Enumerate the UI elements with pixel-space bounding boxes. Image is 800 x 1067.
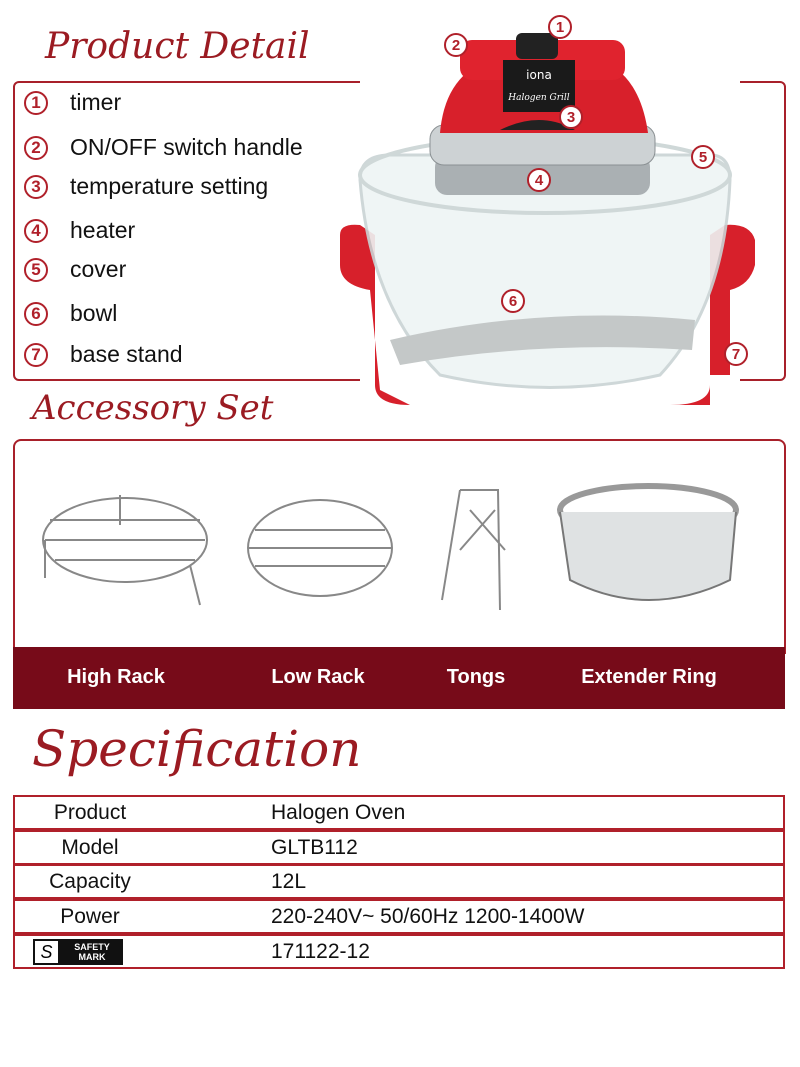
- number-badge: 7: [24, 343, 48, 367]
- svg-text:4: 4: [534, 172, 544, 189]
- timer-knob: [516, 33, 558, 59]
- safety-mark-icon: S: [35, 941, 58, 963]
- part-label: ON/OFF switch handle: [70, 134, 303, 160]
- product-detail-title: Product Detail: [45, 26, 310, 67]
- list-item: [24, 341, 183, 368]
- svg-text:3: 3: [566, 109, 576, 126]
- high-rack-image: [43, 495, 207, 605]
- svg-text:6: 6: [508, 293, 518, 310]
- list-item: [24, 300, 117, 327]
- number-badge: 5: [24, 258, 48, 282]
- part-label: bowl: [70, 300, 118, 326]
- oven-brand-label: iona: [526, 68, 552, 82]
- extender-ring-image: [560, 486, 736, 600]
- accessory-label-low-rack: Low Rack: [271, 666, 365, 688]
- table-row: [13, 864, 785, 899]
- svg-text:5: 5: [698, 149, 708, 166]
- table-row: [13, 899, 785, 934]
- spec-value: 220-240V~ 50/60Hz 1200-1400W: [271, 905, 585, 928]
- accessory-label-high-rack: High Rack: [67, 666, 165, 688]
- table-row: [13, 830, 785, 865]
- number-badge: 1: [24, 91, 48, 115]
- list-item: [24, 173, 268, 200]
- accessory-labels-band: [13, 647, 785, 709]
- part-label: heater: [70, 217, 136, 243]
- safety-mark-text: SAFETY MARK: [74, 942, 110, 962]
- number-badge: 4: [24, 219, 48, 243]
- safety-mark-logo: [33, 939, 123, 965]
- number-badge: 6: [24, 302, 48, 326]
- table-row: [13, 934, 785, 969]
- spec-value: GLTB112: [271, 836, 358, 859]
- low-rack-image: [248, 500, 392, 596]
- halogen-oven-image: [330, 5, 770, 425]
- table-row: [13, 795, 785, 830]
- accessory-label-tongs: Tongs: [446, 666, 506, 688]
- number-badge: 2: [24, 136, 48, 160]
- list-item: [24, 89, 121, 116]
- spec-label: Model: [61, 836, 119, 859]
- spec-value: 171122-12: [271, 940, 370, 963]
- svg-text:2: 2: [451, 37, 461, 54]
- part-label: temperature setting: [70, 173, 269, 199]
- svg-text:1: 1: [555, 19, 565, 36]
- list-item: [24, 217, 135, 244]
- part-label: timer: [70, 89, 122, 115]
- tongs-image: [442, 490, 505, 610]
- number-badge: 3: [24, 175, 48, 199]
- spec-value: Halogen Oven: [271, 801, 406, 824]
- accessory-label-extender-ring: Extender Ring: [581, 666, 717, 688]
- spec-label: Power: [60, 905, 120, 928]
- list-item: [24, 134, 303, 161]
- part-label: cover: [70, 256, 127, 282]
- list-item: [24, 256, 126, 283]
- spec-value: 12L: [271, 870, 307, 893]
- spec-label: Product: [53, 801, 127, 824]
- accessory-set-title: Accessory Set: [32, 388, 274, 428]
- accessory-images: [30, 470, 760, 630]
- svg-text:7: 7: [731, 346, 741, 363]
- part-label: base stand: [70, 341, 183, 367]
- spec-label: Capacity: [49, 870, 131, 893]
- oven-model-label: Halogen Grill: [508, 93, 570, 103]
- specification-title: Specification: [32, 720, 362, 778]
